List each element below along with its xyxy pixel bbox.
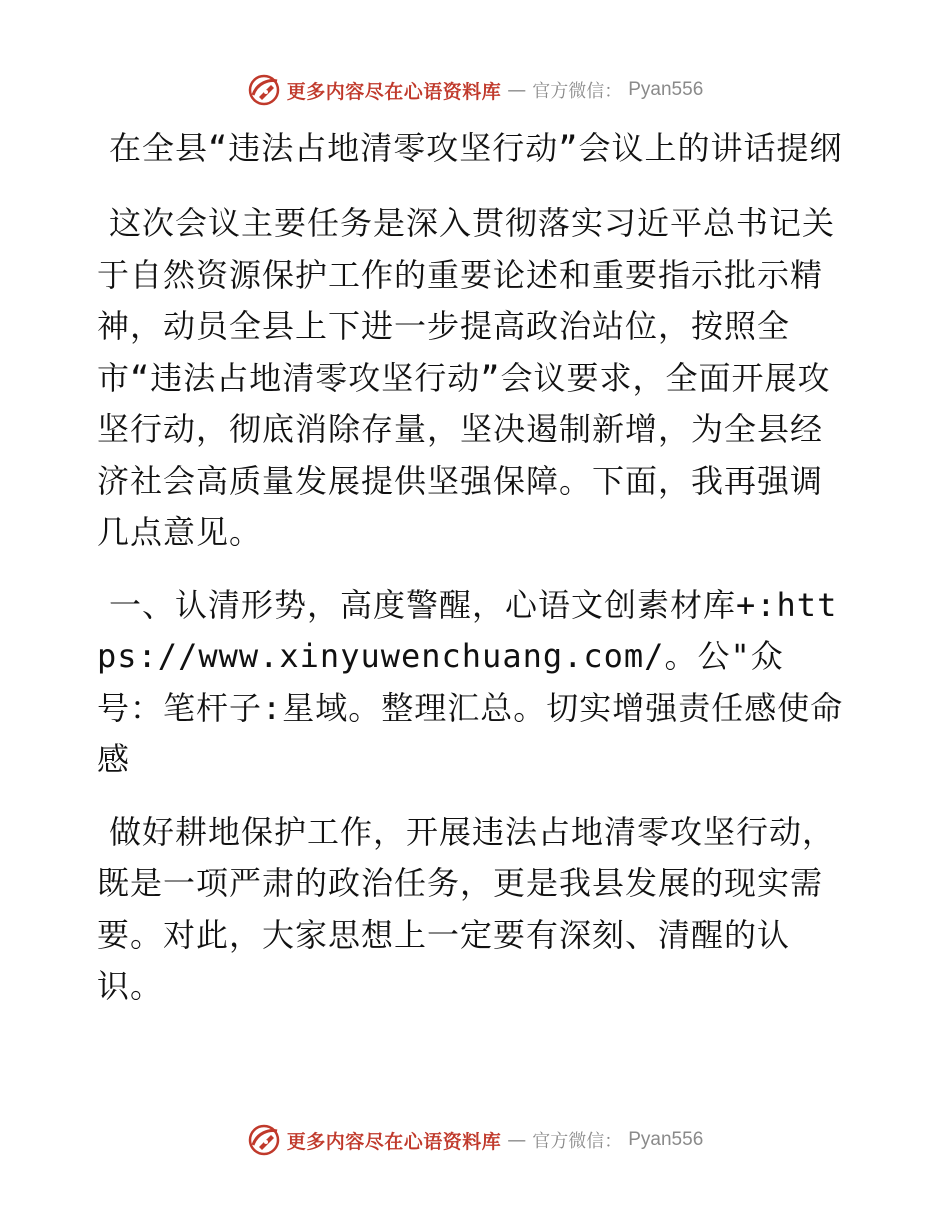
- separator-dash: —: [507, 1129, 527, 1151]
- pen-nib-circle-icon: [247, 73, 281, 107]
- document-body: [97, 120, 849, 1034]
- footer-watermark-inner: [247, 1123, 704, 1157]
- pen-nib-circle-icon: [247, 1123, 281, 1157]
- footer-watermark: [0, 1120, 950, 1160]
- wechat-id: Pyan556: [628, 79, 704, 100]
- site-name-text: 更多内容尽在心语资料库: [286, 1130, 502, 1153]
- site-name-text: 更多内容尽在心语资料库: [286, 80, 502, 103]
- paragraph-section-one-body: 做好耕地保护工作，开展违法占地清零攻坚行动，既是一项严肃的政治任务，更是我县发展的现实需要。对此，大家思想上一定要有深刻、清醒的认识。: [97, 812, 836, 1005]
- document-title: 在全县“违法占地清零攻坚行动”会议上的讲话提纲: [109, 129, 843, 167]
- wechat-id: Pyan556: [628, 1129, 704, 1150]
- separator-dash: —: [507, 79, 527, 101]
- header-watermark: [0, 70, 950, 110]
- wechat-label: 官方微信：: [532, 1131, 623, 1152]
- paragraph-intro: 这次会议主要任务是深入贯彻落实习近平总书记关于自然资源保护工作的重要论述和重要指示批示精神，动员全县上下进一步提高政治站位，按照全市“违法占地清零攻坚行动”会议要求，全面开展攻坚行动，彻底消除存量，坚决遏制新增，为全县经济社会高质量发展提供坚强保障。下面，我再强调几点意见。: [97, 204, 836, 551]
- wechat-label: 官方微信：: [532, 81, 623, 102]
- header-watermark-inner: [247, 73, 704, 107]
- paragraph-section-one-heading: 一、认清形势，高度警醒，心语文创素材库+:https://www.xinyuwenchuang.com/。公"众号：笔杆子:星域。整理汇总。切实增强责任感使命感: [97, 585, 844, 778]
